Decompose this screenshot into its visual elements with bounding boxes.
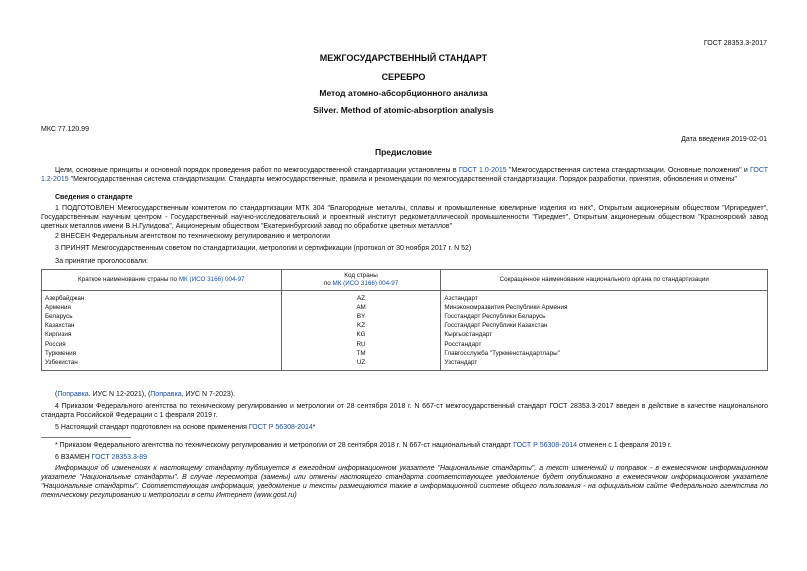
- amendment-link[interactable]: Поправка: [150, 391, 182, 398]
- member-states-table: [41, 269, 768, 371]
- gost-r-56308-2014-link[interactable]: ГОСТ Р 56308-2014: [248, 424, 313, 431]
- table-row: [42, 312, 768, 321]
- preface-item-1: 1 ПОДГОТОВЛЕН Межгосударственным комитетом по стандартизации МТК 304 "Благородные металлы, сплавы и промышленные ювелирные изделия из них", Открытым акционерным обществом "Иргиредмет", Государственным научным центром - Государственный научно-исследовательский и проектный институт редкометаллической промышленности "Гиредмет", Открытым акционерным обществом "Красноярский завод цветных металлов имени В.Н.Гулидова", Акционерным обществом "Екатеринбургский завод по обработке цветных металлов": [41, 205, 768, 230]
- body-cell: Азстандарт: [441, 291, 768, 304]
- preface-paragraph-1: Цели, основные принципы и основной порядок проведения работ по межгосударственной стандартизации установлены в ГОСТ 1.0-2015 "Межгосударственная система стандартизации. Основные положения" и ГОСТ 1.2-2015 "Межгосударственная система стандартизации. Стандарты межгосударственные, правила и рекомендации по межгосударственной стандартизации. Порядок разработки, принятия, обновления и отмены": [41, 167, 768, 183]
- country-cell: Беларусь: [42, 312, 282, 321]
- code-cell: AM: [281, 303, 441, 312]
- method-title-ru: Метод атомно-абсорбционного анализа: [319, 88, 488, 98]
- preface-item-4: 4 Приказом Федерального агентства по техническому регулированию и метрологии от 28 сентября 2018 г. N 667-ст межгосударственный стандарт ГОСТ 28353.3-2017 введен в действие в качестве национального стандарта Российской Федерации с 1 февраля 2019 г.: [41, 403, 768, 419]
- footnote: * Приказом Федерального агентства по техническому регулированию и метрологии от 28 сентября 2018 г. N 667-ст национальный стандарт ГОСТ Р 56308-2014 отменен с 1 февраля 2019 г.: [55, 442, 672, 449]
- gost-r-56308-2014-link[interactable]: ГОСТ Р 56308-2014: [513, 442, 578, 449]
- footnote-separator: [41, 437, 131, 438]
- gost-1-2-2015-link[interactable]: ГОСТ 1.2-2015: [41, 167, 768, 183]
- body-cell: Минэкономразвития Республики Армения: [441, 303, 768, 312]
- table-row: [42, 322, 768, 331]
- mks-code: МКС 77.120.99: [41, 126, 89, 133]
- body-cell: Главгосслужба "Туркменстандартлары": [441, 349, 768, 358]
- voted-label: За принятие проголосовали:: [55, 258, 148, 265]
- gost-1-0-2015-link[interactable]: ГОСТ 1.0-2015: [458, 167, 507, 174]
- body-cell: Узстандарт: [441, 358, 768, 370]
- preface-item-5: 5 Настоящий стандарт подготовлен на основе применения ГОСТ Р 56308-2014*: [55, 424, 316, 431]
- preface-item-2: 2 ВНЕСЕН Федеральным агентством по техническому регулированию и метрологии: [55, 233, 331, 240]
- country-cell: Россия: [42, 340, 282, 349]
- method-title-en: Silver. Method of atomic-absorption analysis: [313, 105, 494, 115]
- section-title-preface: Предисловие: [374, 147, 433, 157]
- table-header-row: [42, 270, 768, 291]
- code-cell: AZ: [281, 291, 441, 304]
- table-row: [42, 291, 768, 304]
- country-cell: Узбекистан: [42, 358, 282, 370]
- body-cell: Кыргызстандарт: [441, 331, 768, 340]
- standard-subject: СЕРЕБРО: [381, 72, 426, 82]
- code-cell: BY: [281, 312, 441, 321]
- code-cell: UZ: [281, 358, 441, 370]
- standard-info-heading: Сведения о стандарте: [55, 194, 133, 201]
- introduction-date: Дата введения 2019-02-01: [681, 136, 767, 143]
- gost-28353-3-89-link[interactable]: ГОСТ 28353.3-89: [91, 454, 147, 461]
- body-cell: Госстандарт Республики Беларусь: [441, 312, 768, 321]
- publication-notice: Информация об изменениях к настоящему стандарту публикуется в ежегодном информационном указателе "Национальные стандарты", а текст изменений и поправок - в ежемесячном информационном указателе "Национальные стандарты". В случае пересмотра (замены) или отмены настоящего стандарта соответствующее уведомление будет опубликовано в ежемесячном информационном указателе "Национальные стандарты". Соответствующая информация, уведомление и тексты размещаются также в информационной системе общего пользования - на официальном сайте Федерального агентства по техническому регулированию и метрологии в сети Интернет (www.gost.ru): [41, 465, 768, 499]
- country-cell: Армения: [42, 303, 282, 312]
- amendment-link[interactable]: Поправка: [57, 391, 89, 398]
- table-row: [42, 303, 768, 312]
- amendments-line: (Поправка. ИУС N 12-2021), (Поправка. ИУС N 7-2023).: [55, 391, 236, 398]
- column-header-code: Код страны по МК (ИСО 3166) 004-97: [281, 270, 441, 291]
- table-row: [42, 331, 768, 340]
- mk-iso-3166-link[interactable]: МК (ИСО 3166) 004-97: [332, 280, 399, 287]
- document-id: ГОСТ 28353.3-2017: [703, 40, 767, 47]
- body-cell: Росстандарт: [441, 340, 768, 349]
- standard-type-title: МЕЖГОСУДАРСТВЕННЫЙ СТАНДАРТ: [319, 53, 488, 63]
- column-header-country: Краткое наименование страны по МК (ИСО 3166) 004-97: [42, 270, 282, 291]
- body-cell: Госстандарт Республики Казахстан: [441, 322, 768, 331]
- table-row: [42, 349, 768, 358]
- code-cell: KZ: [281, 322, 441, 331]
- country-cell: Казахстан: [42, 322, 282, 331]
- table-row: [42, 358, 768, 370]
- code-cell: RU: [281, 340, 441, 349]
- code-cell: TM: [281, 349, 441, 358]
- country-cell: Киргизия: [42, 331, 282, 340]
- code-cell: KG: [281, 331, 441, 340]
- preface-item-3: 3 ПРИНЯТ Межгосударственным советом по стандартизации, метрологии и сертификации (протокол от 30 ноября 2017 г. N 52): [55, 245, 472, 252]
- preface-item-6: 6 ВЗАМЕН ГОСТ 28353.3-89: [55, 454, 147, 461]
- country-cell: Азербайджан: [42, 291, 282, 304]
- country-cell: Туркмения: [42, 349, 282, 358]
- mk-iso-3166-link[interactable]: МК (ИСО 3166) 004-97: [178, 276, 245, 283]
- table-row: [42, 340, 768, 349]
- column-header-body: Сокращенное наименование национального органа по стандартизации: [441, 270, 768, 291]
